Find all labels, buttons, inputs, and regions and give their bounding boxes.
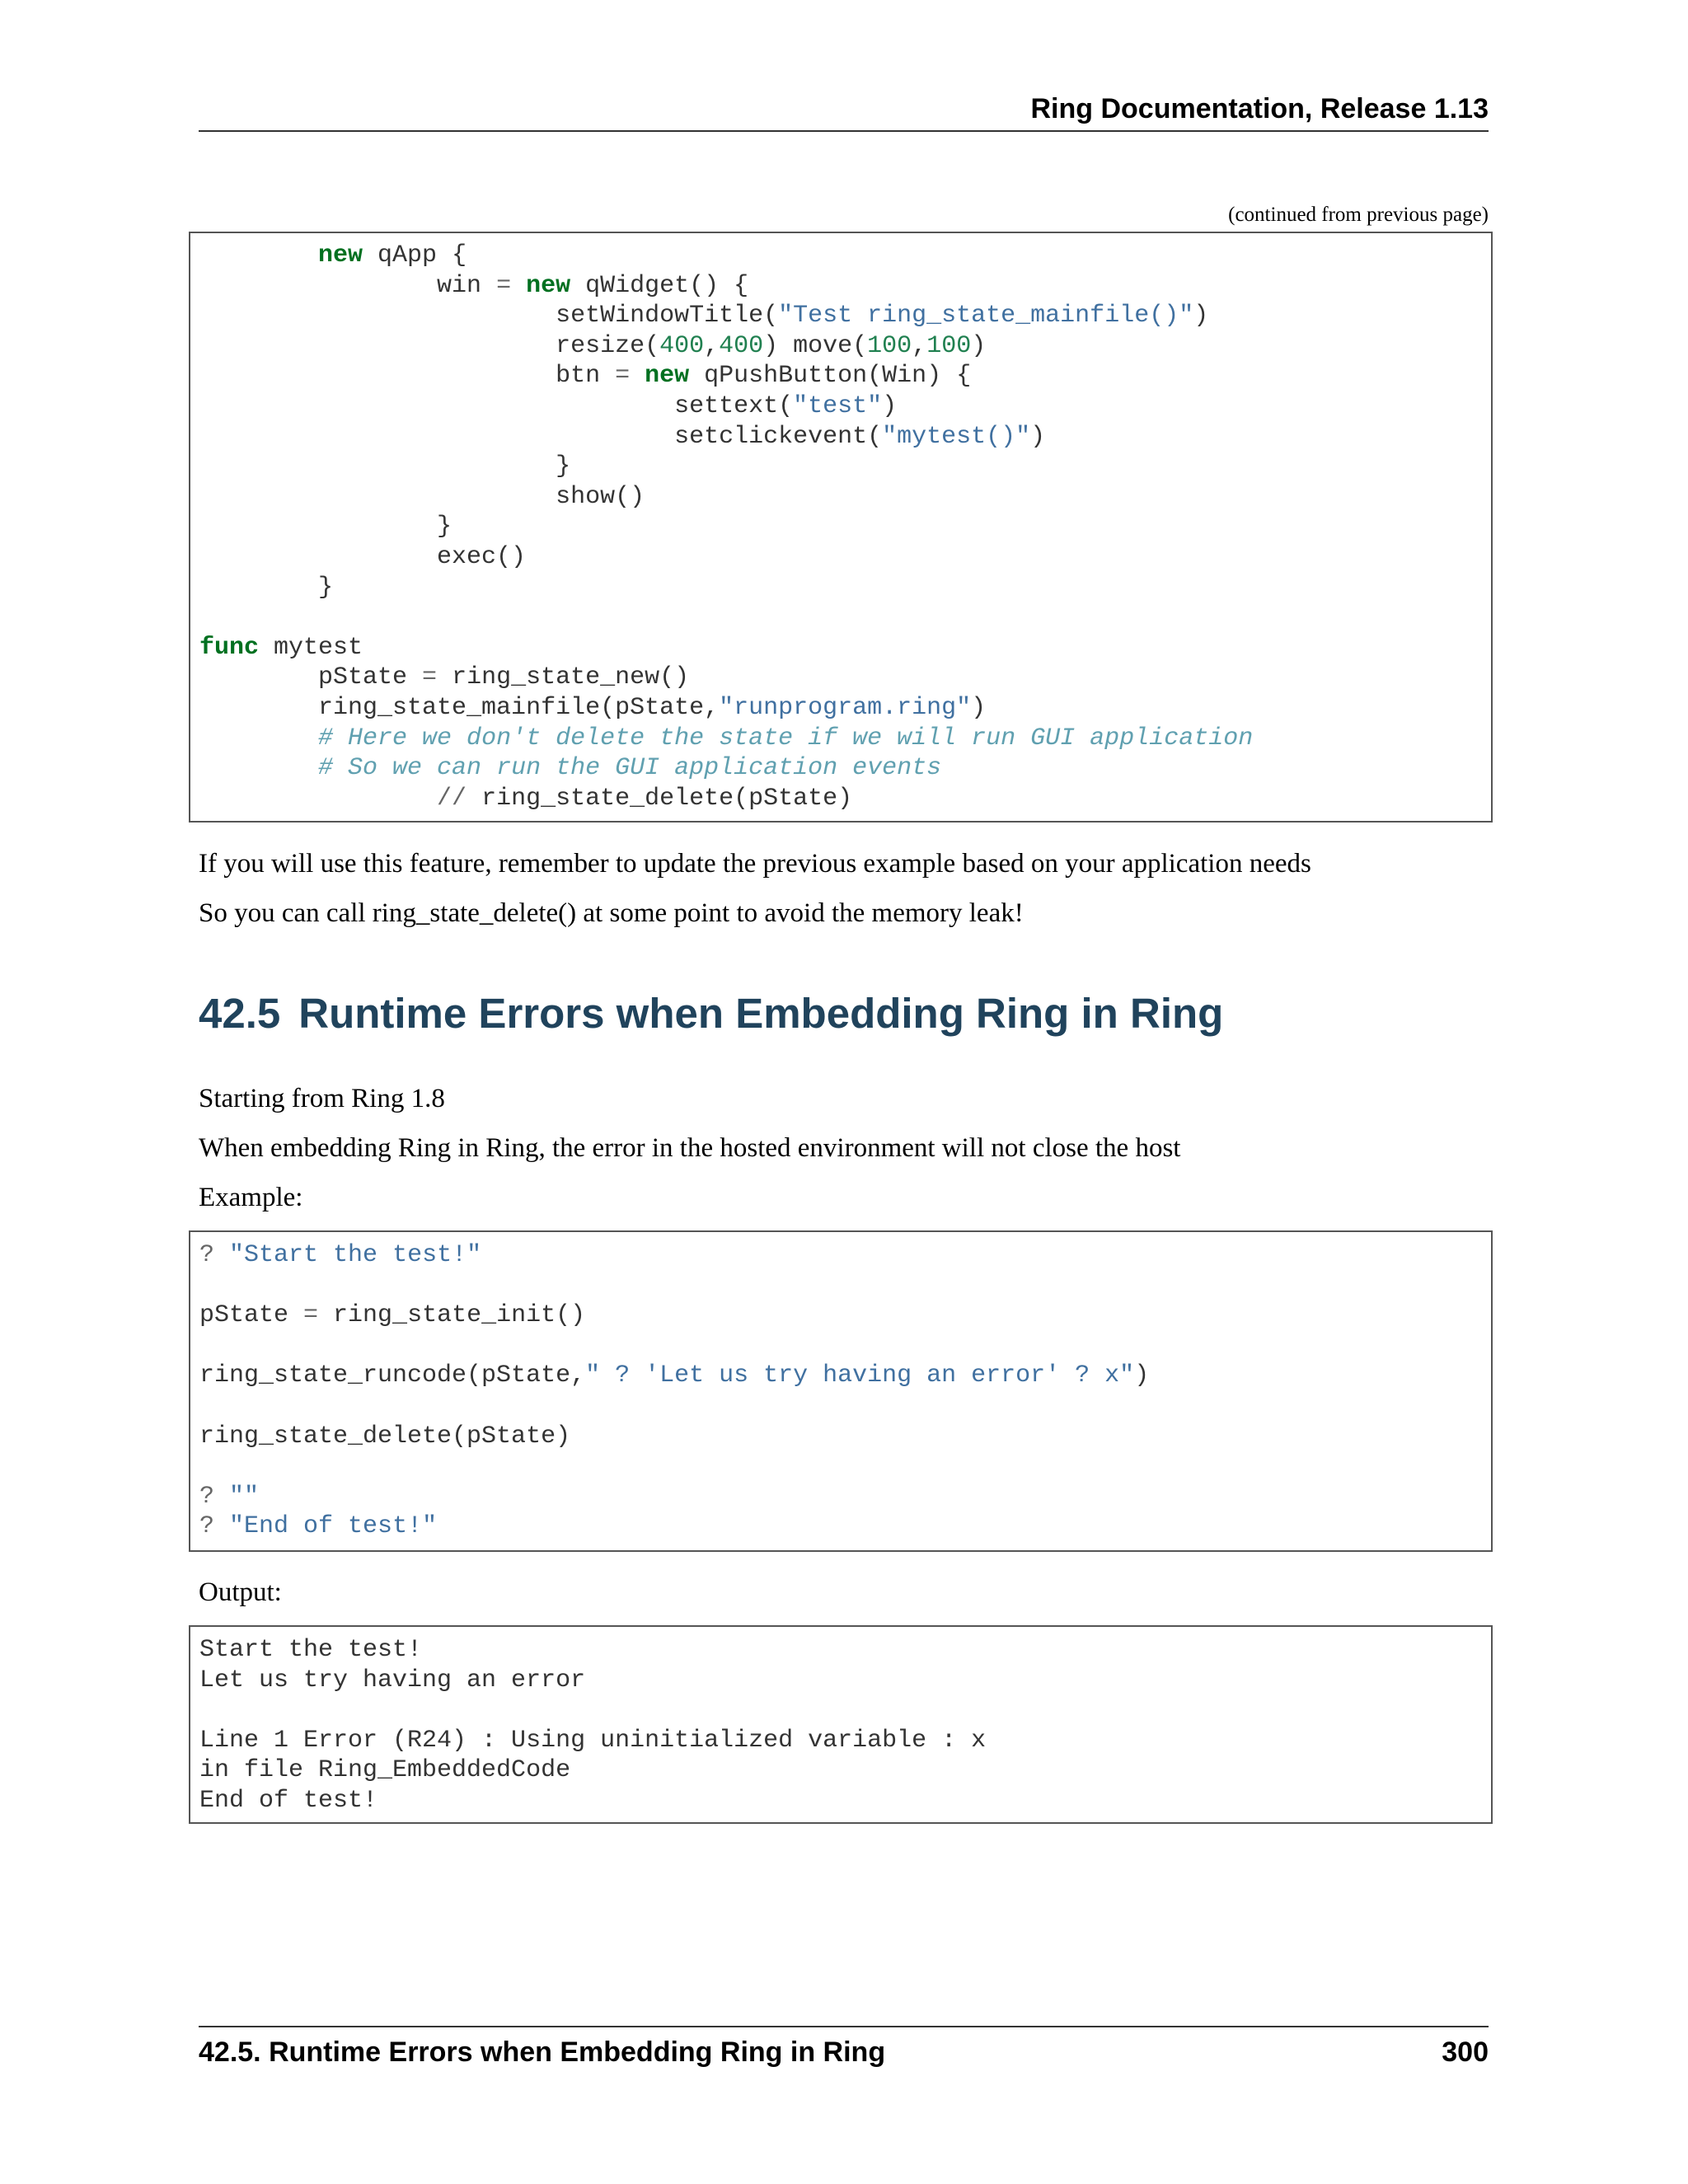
code-line: ring_state_runcode(pState," ? 'Let us try having an error' ? x") xyxy=(199,1361,1150,1390)
page-header xyxy=(199,92,1489,132)
code-line: ring_state_delete(pState) xyxy=(199,1422,571,1451)
code-line: // ring_state_delete(pState) xyxy=(437,784,853,813)
paragraph-embedding-note: When embedding Ring in Ring, the error in the hosted environment will not close the host xyxy=(199,1133,1181,1163)
code-block-output xyxy=(189,1625,1493,1824)
code-line: func mytest xyxy=(199,633,363,662)
footer-section-label: 42.5. Runtime Errors when Embedding Ring in Ring xyxy=(199,2036,886,2068)
paragraph-version-note: Starting from Ring 1.8 xyxy=(199,1084,445,1113)
section-title: Runtime Errors when Embedding Ring in Ring xyxy=(298,990,1224,1037)
code-line: new qApp { xyxy=(318,241,467,269)
code-block-example xyxy=(189,1230,1493,1552)
paragraph-update-note: If you will use this feature, remember to update the previous example based on your application needs xyxy=(199,849,1311,879)
code-line: End of test! xyxy=(199,1786,378,1815)
code-line: ? "Start the test!" xyxy=(199,1241,482,1269)
paragraph-memory-leak-note: So you can call ring_state_delete() at some point to avoid the memory leak! xyxy=(199,898,1024,928)
code-line: pState = ring_state_new() xyxy=(199,663,690,692)
code-line: } xyxy=(199,513,452,541)
page-footer xyxy=(199,2026,1489,2067)
code-line: setWindowTitle("Test ring_state_mainfile()") xyxy=(199,302,1209,330)
document-title: Ring Documentation, Release 1.13 xyxy=(1030,93,1489,124)
code-line: } xyxy=(199,452,571,481)
code-line: # So we can run the GUI application events xyxy=(318,754,942,783)
code-line: ring_state_mainfile(pState,"runprogram.ring") xyxy=(199,693,987,722)
paragraph-example-label: Example: xyxy=(199,1183,303,1212)
section-number: 42.5 xyxy=(199,990,281,1037)
continued-caption: (continued from previous page) xyxy=(1228,204,1489,226)
code-line: settext("test") xyxy=(199,391,898,420)
code-line: # Here we don't delete the state if we will run GUI application xyxy=(318,724,1254,752)
code-listing xyxy=(190,1627,1491,1816)
code-line: setclickevent("mytest()") xyxy=(199,422,1046,451)
code-line: Let us try having an error xyxy=(199,1666,586,1694)
code-line: exec() xyxy=(199,542,527,571)
code-line: pState = ring_state_init() xyxy=(199,1301,586,1330)
code-line: win = new qWidget() { xyxy=(199,271,749,300)
code-line: ? "End of test!" xyxy=(199,1512,438,1541)
code-line: ? "" xyxy=(199,1482,260,1511)
page-number: 300 xyxy=(1442,2036,1489,2068)
code-line: resize(400,400) move(100,100) xyxy=(199,331,987,360)
code-line: show() xyxy=(199,482,645,511)
code-listing xyxy=(190,233,1491,813)
code-block-gui-example xyxy=(189,232,1493,823)
paragraph-output-label: Output: xyxy=(199,1577,282,1607)
code-line: Start the test! xyxy=(199,1636,423,1664)
code-line: btn = new qPushButton(Win) { xyxy=(199,362,972,391)
section-heading xyxy=(199,989,1223,1038)
code-line: Line 1 Error (R24) : Using uninitialized variable : x xyxy=(199,1726,987,1755)
code-line: in file Ring_EmbeddedCode xyxy=(199,1756,571,1785)
code-listing xyxy=(190,1232,1491,1542)
code-line: } xyxy=(199,573,334,602)
